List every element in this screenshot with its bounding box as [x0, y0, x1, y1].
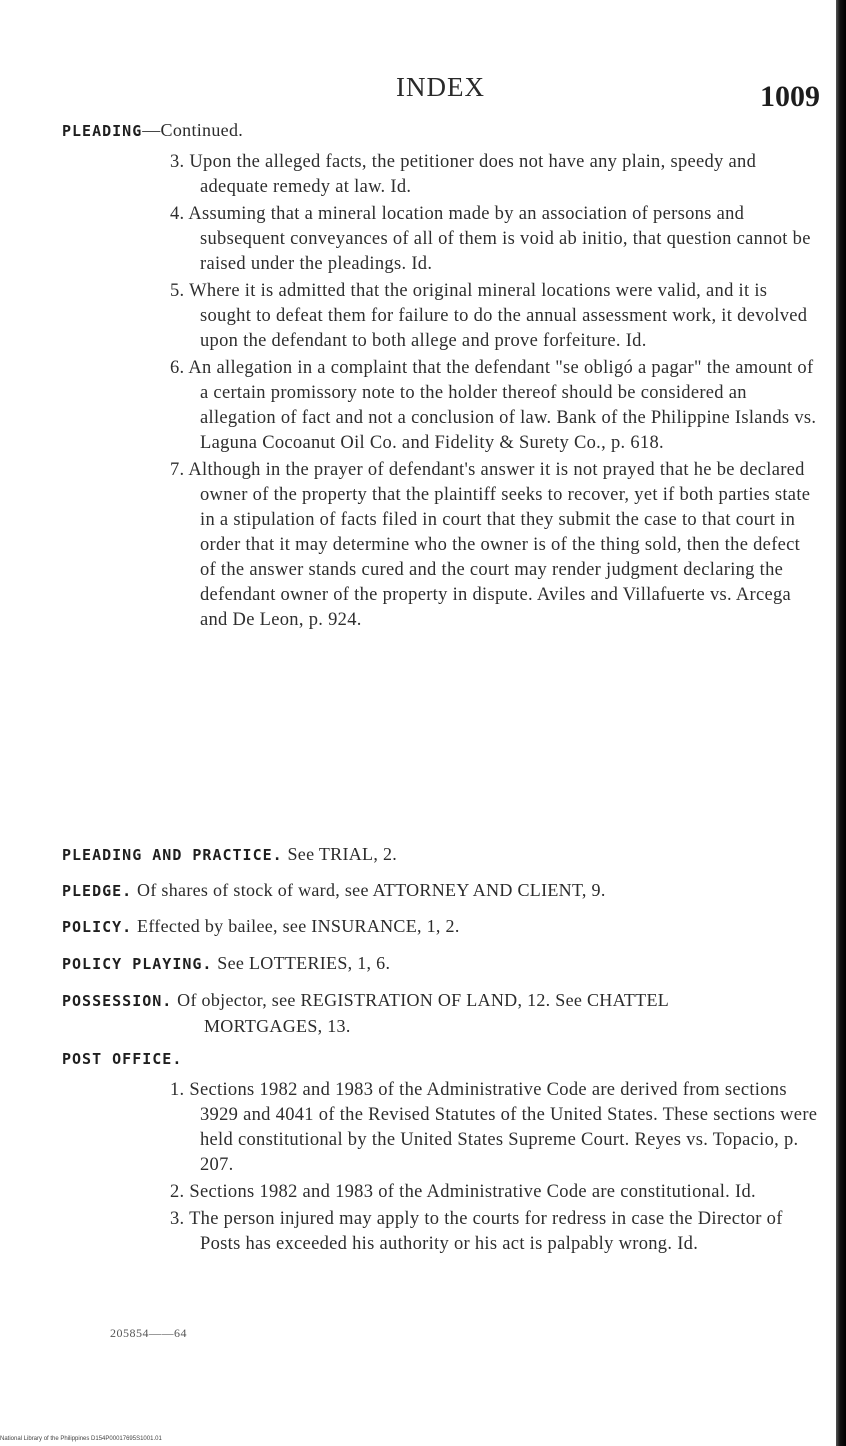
index-entry-post-office [62, 1046, 822, 1072]
library-scan-note: National Library of the Philippines D154P00017695S1001.01 [0, 1436, 162, 1442]
entry-text: See TRIAL, 2. [287, 844, 398, 864]
entry-term: POLICY. [62, 918, 133, 936]
entry-term: POSSESSION. [62, 992, 173, 1010]
entry-text: Of shares of stock of ward, see ATTORNEY AND CLIENT, 9. [137, 880, 606, 900]
index-entry-pledge [62, 878, 822, 904]
entry-text: See LOTTERIES, 1, 6. [217, 953, 391, 973]
entry-term: PLEADING [62, 122, 143, 140]
entry-term: PLEDGE. [62, 882, 133, 900]
index-entry-policy-playing [62, 951, 822, 977]
index-entry-possession [62, 988, 762, 1039]
entry-suffix: —Continued. [142, 120, 244, 140]
printer-signature-mark: 205854——64 [110, 1326, 187, 1340]
entry-text: Of objector, see REGISTRATION OF LAND, 12. See CHATTEL MORTGAGES, 13. [177, 990, 669, 1036]
list-item: 3. The person injured may apply to the courts for redress in case the Director of Posts has exceeded his authority or his act is palpably wrong. Id. [170, 1209, 783, 1254]
list-item: 1. Sections 1982 and 1983 of the Administrative Code are derived from sections 3929 and 4041 of the Revised Statutes of the United States. These sections were held constitutional by the United States Supreme Court. Reyes vs. Topacio, p. 207. [170, 1080, 818, 1175]
list-item: 4. Assuming that a mineral location made by an association of persons and subsequent conveyances of all of them is void ab initio, that question cannot be raised under the pleadings. Id. [170, 204, 811, 274]
entry-term: POST OFFICE. [62, 1050, 183, 1068]
list-item: 2. Sections 1982 and 1983 of the Administrative Code are constitutional. Id. [170, 1182, 756, 1202]
list-item: 3. Upon the alleged facts, the petitioner does not have any plain, speedy and adequate remedy at law. Id. [170, 152, 757, 197]
list-item: 6. An allegation in a complaint that the defendant "se obligó a pagar" the amount of a certain promissory note to the holder thereof should be considered an allegation of fact and not a conclusion of law. Bank of the Philippine Islands vs. Laguna Cocoanut Oil Co. and Fidelity & Surety Co., p. 618. [170, 358, 817, 453]
list-item: 7. Although in the prayer of defendant's answer it is not prayed that he be declared owner of the property that the plaintiff seeks to recover, yet if both parties state in a stipulation of facts filed in court that they submit the case to that court in order that it may determine who the owner is of the thing sold, then the defect of the answer stands cured and the court may render judgment declaring the defendant owner of the property in dispute. Aviles and Villafuerte vs. Arcega and De Leon, p. 924. [170, 460, 811, 630]
pleading-subentries [170, 150, 820, 635]
page-binding-edge [836, 0, 846, 1446]
index-entry-policy [62, 914, 822, 940]
entry-term: PLEADING AND PRACTICE. [62, 846, 283, 864]
entry-term: POLICY PLAYING. [62, 955, 213, 973]
entry-text: Effected by bailee, see INSURANCE, 1, 2. [137, 916, 460, 936]
list-item: 5. Where it is admitted that the original mineral locations were valid, and it is sought to defeat them for failure to do the annual assessment work, it devolved upon the defendant to both allege and prove forfeiture. Id. [170, 281, 808, 351]
page-number: 1009 [760, 80, 820, 113]
post-office-subentries [170, 1078, 820, 1259]
running-header-title: INDEX [396, 72, 485, 102]
index-entry-pleading [62, 118, 822, 144]
index-entry-pleading-practice [62, 842, 822, 868]
